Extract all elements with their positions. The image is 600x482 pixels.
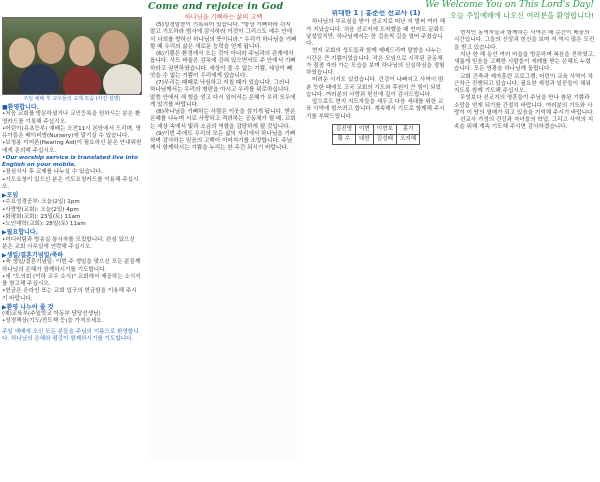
sharing-item: (예)교육부(주일학교 아동부 담당선생님) xyxy=(2,311,101,318)
announcement-item: •기도요청이 있으신 분은 기도요청카드를 이용해 주십시오. xyxy=(2,176,139,190)
celebration-item: •새 "도의회 (이하 교우 소식)" 교회에서 제공하는 소식지를 참고해 주십시오. xyxy=(2,273,141,288)
right-banner xyxy=(425,0,594,20)
announcement-item: •어린이(유초등부) 예배는 오전11시 본당에서 드리며, 영유아들은 베이비방(Nursery)에 맡기실 수 있습니다. xyxy=(2,125,141,140)
table-cell: 대한 xyxy=(355,134,373,144)
meeting-item: •사랑방(교회): 오늘(2일) 4pm xyxy=(2,206,79,213)
celebration-item: •헌금은 온라인 또는 교회 입구의 헌금함을 이용해 주시기 바랍니다. xyxy=(2,288,137,302)
section-heading-celebrations: ▶생일/결혼기념일/축하 xyxy=(2,252,64,260)
footer-note: 주일 예배에 오신 모든 분들을 주님의 이름으로 환영합니다. 하나님의 은혜와 평강이 함께하시기를 기도합니다. xyxy=(2,328,139,342)
announcement-item: •점심식사 후 교제를 나누실 수 있습니다. xyxy=(2,169,103,176)
table-cell: 이현 xyxy=(355,124,373,134)
missionary-letter-title: 위대한 1 | 홍준선 선교사 (1) xyxy=(331,10,421,17)
announcements-column xyxy=(2,17,142,465)
sermon-paragraph: (9)이번 주에도 우리의 모든 삶의 자리에서 하나님을 기뻐하며 감사하는 믿음의 고백이 이어지기를 소망합니다. 주님께서 함께하시는 기쁨을 누리는 한 주간 되시기 바랍니다. xyxy=(150,130,296,152)
table-cell: 오지혜 xyxy=(397,134,420,144)
sermon-paragraph: (8)하나님을 기뻐하는 사람은 이웃을 섬기게 됩니다. 받은 은혜를 나누며 서로 사랑하고 격려하는 공동체가 될 때, 교회는 세상 속에서 빛과 소금의 역할을 감당하게 될 것입니다. xyxy=(150,109,296,130)
letter-paragraph: 현지인 동역자들과 함께하는 사역은 매 순간이 배움의 시간입니다. 그들의 신앙과 헌신을 보며 저 역시 많은 도전을 받고 있습니다. xyxy=(454,30,595,51)
sermon-column xyxy=(150,22,297,462)
letter-paragraph: 무엇보다 선교지의 영혼들이 주님을 만나 참된 기쁨과 소망을 얻게 되기를 간절히 바랍니다. 여러분의 기도와 사랑이 이 땅의 열매가 되고 있음을 기억해 주시기 바랍니다. xyxy=(454,95,595,116)
sharing-item: •성경책상(기도/전도책 등)을 가져오세요. xyxy=(2,318,104,325)
meeting-item: •화평회(교회): 23일(토) 11am xyxy=(2,213,81,220)
meeting-item: •수요성경공부: 오늘(2일) 1pm xyxy=(2,199,80,206)
sermon-paragraph: (6)기쁨은 환경에서 오는 것이 아니라 주님과의 관계에서 옵니다. 사도 바울은 감옥에 갇혀 있으면서도 주 안에서 기뻐하라고 권면하였습니다. 세상이 줄 수 없는 기쁨, 세상이 빼앗을 수 없는 기쁨이 우리에게 있습니다. xyxy=(150,51,296,79)
english-translation-notice: •Our worship service is translated live into English on your mobile. xyxy=(2,154,138,169)
banner-title-right-ko: 오늘 주일예배에 나오신 여러분을 환영합니다! xyxy=(450,11,594,20)
announcement-item: •처음 교회를 방문하셨거나 교인등록을 원하시는 분은 환영카드를 기록해 주십시오. xyxy=(2,111,141,125)
table-cell: 김진영 xyxy=(332,124,355,134)
missionary-letter-column xyxy=(306,10,446,450)
meeting-item: •노인대학(교회): 28일(토) 11am xyxy=(2,221,86,228)
congregation-photo xyxy=(2,17,142,95)
sermon-paragraph: (5)성경말씀이 기록되어 있습니다. "항상 기뻐하라 쉬지 말고 기도하라 범사에 감사하라 이것이 그리스도 예수 안에서 너희를 향하신 하나님의 뜻이니라." 우리가 하나님을 기뻐할 때 우리의 삶은 새로운 능력을 얻게 됩니다. xyxy=(150,22,297,50)
missionary-letter-continued-column xyxy=(454,30,596,482)
letter-paragraph: 하나님의 부르심을 받아 선교지로 떠난 지 벌써 여러 해가 지났습니다. 처음 선교지에 도착했을 때 언어도 문화도 낯설었지만, 하나님께서는 한 걸음씩 길을 열어 주셨습니다. xyxy=(306,19,446,47)
section-heading-welcome: ■환영합니다. xyxy=(2,104,39,112)
table-row xyxy=(332,134,419,144)
section-heading-needs: ▶필요합니다. xyxy=(2,229,38,237)
table-cell: 황 수 xyxy=(332,134,355,144)
letter-paragraph: 교회 건축과 제자훈련 프로그램, 어린이 교육 사역이 차근차근 진행되고 있습니다. 필요한 재정과 일꾼들이 채워지도록 함께 기도해 주십시오. xyxy=(454,73,594,94)
letter-paragraph: 지난 한 해 동안 여러 마을을 방문하며 복음을 전하였고, 새롭게 믿음을 고백한 사람들이 세례를 받는 은혜도 누렸습니다. 모든 영광을 하나님께 돌립니다. xyxy=(454,51,595,73)
celebration-item: •축 생일/결혼기념일: 이번 주 생일을 맞으신 모든 분들께 하나님의 은혜가 함께하시기를 기도합니다. xyxy=(2,259,141,273)
table-cell: 홍기 xyxy=(397,124,420,134)
table-cell: 김성태 xyxy=(373,134,396,144)
photo-caption: 주일 예배 후 교우들의 교제 모습 (사진 설명) xyxy=(23,96,121,102)
banner-title-left: Come and rejoice in God xyxy=(148,1,284,12)
sermon-paragraph: (7)우리는 때때로 낙심하고 지칠 때가 있습니다. 그러나 하나님께서는 우리의 형편을 아시고 우리를 위로하십니다. 말씀 안에서 새 힘을 얻고 다시 일어서는 은혜가 우리 모두에게 있기를 바랍니다. xyxy=(150,80,296,108)
table-row xyxy=(332,124,419,134)
sermon-heading: 하나님을 기뻐하는 삶의 고백 xyxy=(184,14,263,21)
table-cell: 이현호 xyxy=(373,124,396,134)
name-table xyxy=(332,124,420,145)
letter-paragraph: 현지 교회의 성도들과 함께 예배드리며 말씀을 나누는 시간은 큰 기쁨이었습니다. 작은 모임으로 시작된 공동체가 점점 자라 가는 모습을 보며 하나님의 신실하심을 경험하였습니다. xyxy=(306,48,445,76)
letter-paragraph: 앞으로도 현지 지도자들을 세우고 다음 세대를 위한 교육 사역에 힘쓰려고 합니다. 계속해서 기도로 함께해 주시기를 부탁드립니다. xyxy=(306,99,445,120)
letter-paragraph: 선교사 가정의 건강과 자녀들의 학업, 그리고 사역의 지속을 위해 계속 기도해 주시면 감사하겠습니다. xyxy=(454,117,594,131)
section-heading-meetings: ▶모임 xyxy=(2,192,19,200)
needs-item: •미디어팀과 방송실 봉사자를 모집합니다. 관심 있으신 분은 교회 사무실에 연락해 주십시오. xyxy=(2,236,135,250)
banner-title-right-en: We Welcome You on This Lord's Day! xyxy=(425,0,594,10)
letter-paragraph: 어려운 시기도 있었습니다. 건강이 나빠지고 사역이 멈춘 듯한 때에도 고국 교회의 기도와 후원이 큰 힘이 되었습니다. 여러분의 사랑과 헌신에 깊이 감사드립니다. xyxy=(306,77,444,98)
announcement-item: •보청용 이어폰(Hearing Aid)이 필요하신 분은 안내위원에게 문의해 주십시오. xyxy=(2,140,142,154)
section-heading-sharing: ▶환영 나누어 줄 것 xyxy=(2,303,54,311)
